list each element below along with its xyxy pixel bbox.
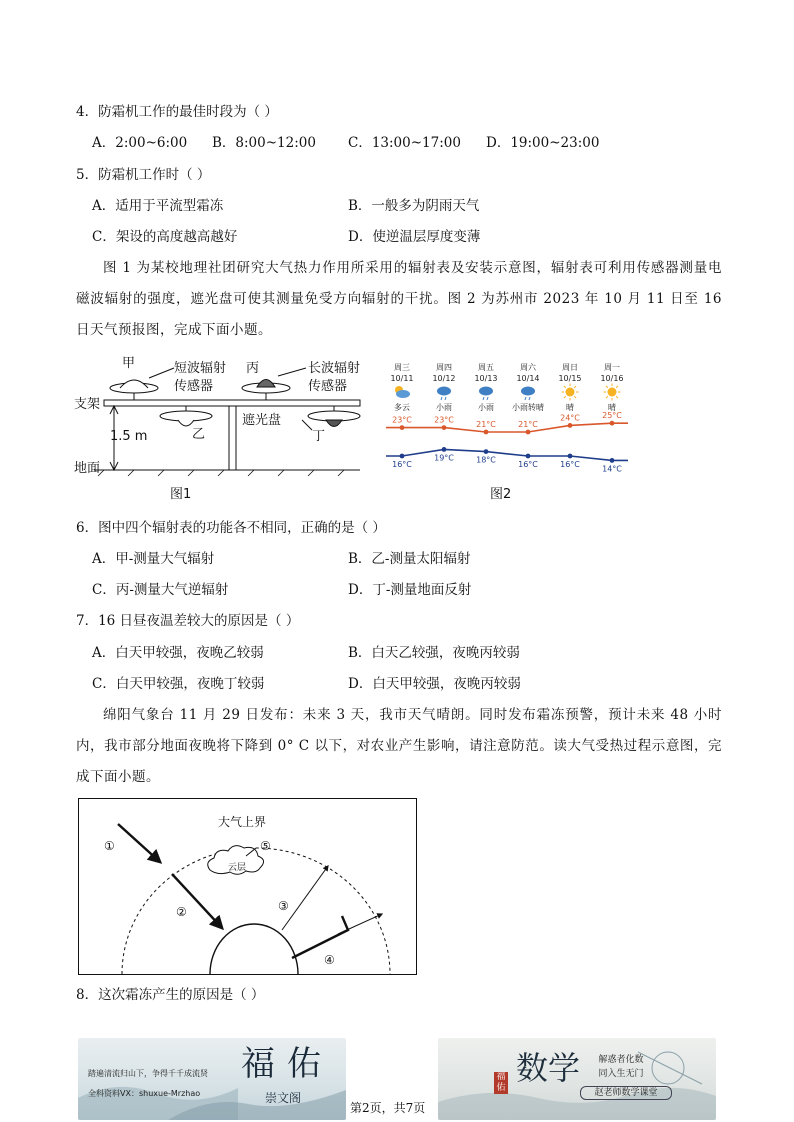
label-bing: 丙	[246, 361, 260, 376]
high-label: 21°C	[476, 420, 496, 429]
label-ground: 地面	[74, 461, 101, 476]
label-shortwave-1: 短波辐射	[174, 361, 227, 376]
day-weather: 晴	[566, 403, 574, 412]
q6-option-b: B．乙-测量太阳辐射	[348, 551, 471, 567]
passage-2: 绵阳气象台 11 月 29 日发布：未来 3 天，我市天气晴朗。同时发布霜冻预警，预计未来 48 小时内，我市部分地面夜晚将下降到 0° C 以下，对农业产生影响，请注意防范。读大气受热过程示意图，完成下面小题。	[76, 707, 722, 785]
day-week: 周四	[436, 363, 452, 372]
q4-option-c: C．13:00~17:00	[348, 135, 461, 151]
q5-option-d: D．使逆温层厚度变薄	[348, 229, 481, 245]
q5-option-a: A．适用于平流型霜冻	[92, 198, 224, 214]
right-banner-big: 数学	[515, 1049, 580, 1087]
low-point	[526, 454, 531, 459]
label-longwave-1: 长波辐射	[308, 361, 361, 376]
day-weather: 多云	[394, 403, 410, 412]
sensor-jia	[110, 380, 158, 400]
label-support: 支架	[74, 397, 101, 412]
low-temperature-line	[386, 449, 628, 463]
day-date: 10/11	[390, 374, 414, 383]
figure-3-atmosphere-heating-diagram	[78, 798, 418, 976]
day-date: 10/16	[600, 374, 624, 383]
day-date: 10/14	[516, 374, 540, 383]
q4-stem: 4．防霜机工作的最佳时段为（ ）	[76, 104, 278, 120]
low-label: 18°C	[476, 455, 496, 465]
day-week: 周一	[604, 363, 620, 372]
right-banner-line3: 赵老师数学课堂	[580, 1086, 672, 1100]
q5-option-b: B．一般多为阴雨天气	[348, 198, 480, 214]
day-week: 周五	[478, 363, 494, 372]
q6-option-a: A．甲-测量大气辐射	[92, 551, 215, 567]
rain-icon	[479, 387, 493, 401]
label-longwave-2: 传感器	[308, 379, 348, 394]
q7-option-b: B．白天乙较强，夜晚丙较弱	[348, 645, 520, 661]
high-label: 25°C	[602, 411, 622, 421]
left-banner-big2: 佑	[287, 1044, 321, 1084]
high-point	[568, 423, 573, 428]
marker-5: ⑤	[260, 839, 271, 853]
marker-3: ③	[278, 899, 289, 913]
marker-2: ②	[176, 905, 187, 919]
label-shortwave-2: 传感器	[174, 379, 214, 394]
figure-2-caption: 图2	[490, 487, 512, 502]
left-banner-line1: 踏遍清流归山下，争得千千成流贤	[88, 1069, 208, 1078]
marker-1: ①	[104, 839, 115, 853]
left-banner-big1: 福	[241, 1044, 275, 1084]
right-banner	[438, 1038, 716, 1120]
day-date: 10/12	[432, 374, 456, 383]
passage-1: 图 1 为某校地理社团研究大气热力作用所采用的辐射表及安装示意图，辐射表可利用传感器测量电磁波辐射的强度，遮光盘可使其测量免受方向辐射的干扰。图 2 为苏州市 2023 年 10 月 11 日至 16 日天气预报图，完成下面小题。	[76, 260, 722, 338]
forecast-day-6	[600, 363, 623, 412]
label-atmosphere-top: 大气上界	[218, 815, 267, 829]
sun-icon	[604, 384, 621, 401]
q5-option-c: C．架设的高度越高越好	[92, 229, 238, 245]
figure-1-caption: 图1	[170, 487, 192, 502]
high-temperature-line	[386, 423, 628, 432]
right-banner-line2: 同入生无门	[598, 1069, 644, 1079]
q7-option-a: A．白天甲较强，夜晚乙较弱	[92, 645, 264, 661]
partly-cloudy-icon	[395, 386, 410, 398]
low-point	[484, 449, 489, 454]
left-banner-sub: 崇文阁	[264, 1091, 301, 1105]
forecast-day-2	[432, 363, 455, 412]
low-label: 16°C	[392, 460, 412, 469]
forecast-day-1	[390, 363, 413, 412]
low-point	[442, 447, 447, 452]
q6-option-c: C．丙-测量大气逆辐射	[92, 582, 229, 598]
figure-2-weather-forecast	[380, 360, 640, 504]
day-week: 周三	[394, 363, 410, 372]
high-point	[442, 425, 447, 430]
label-jia: 甲	[122, 356, 136, 371]
rain-icon	[437, 387, 451, 401]
day-weather: 小雨转晴	[512, 403, 544, 412]
low-label: 16°C	[560, 460, 580, 469]
low-point	[568, 454, 573, 459]
q5-stem: 5．防霜机工作时（ ）	[76, 167, 211, 183]
label-shade: 遮光盘	[242, 413, 282, 428]
q4-option-b: B．8:00~12:00	[212, 135, 316, 151]
left-banner	[78, 1038, 346, 1120]
day-weather: 小雨	[478, 403, 494, 412]
q7-option-d: D．白天甲较强，夜晚丙较弱	[348, 676, 521, 692]
sensor-bing	[242, 380, 290, 401]
rain-icon	[521, 387, 535, 401]
q8-stem: 8．这次霜冻产生的原因是（ ）	[76, 987, 265, 1003]
day-week: 周日	[562, 363, 578, 372]
high-label: 21°C	[518, 420, 538, 429]
figure-1-radiometer-diagram	[74, 354, 374, 504]
high-label: 23°C	[392, 415, 412, 425]
right-banner-seal: 福佑	[494, 1072, 508, 1094]
left-banner-line2: 全科资料VX：shuxue-Mrzhao	[88, 1089, 201, 1098]
forecast-day-5	[558, 363, 581, 412]
high-point	[484, 430, 489, 435]
day-date: 10/15	[558, 374, 582, 383]
label-yi: 乙	[192, 427, 206, 442]
page-number: 第2页，共7页	[350, 1101, 426, 1115]
q4-option-d: D．19:00~23:00	[486, 135, 600, 151]
high-label: 23°C	[434, 415, 454, 425]
right-banner-line1: 解惑者化数	[598, 1055, 644, 1065]
day-week: 周六	[520, 363, 536, 372]
day-date: 10/13	[474, 374, 498, 383]
label-cloud: 云层	[228, 863, 247, 873]
q7-option-c: C．白天甲较强，夜晚丁较弱	[92, 676, 265, 692]
sun-icon	[562, 384, 579, 401]
q7-stem: 7．16 日昼夜温差较大的原因是（ ）	[76, 613, 300, 629]
low-point	[400, 454, 405, 459]
low-label: 16°C	[518, 460, 538, 469]
q4-option-a: A．2:00~6:00	[92, 135, 188, 151]
high-point	[400, 425, 405, 430]
q6-option-d: D．丁-测量地面反射	[348, 582, 472, 598]
day-weather: 晴	[608, 403, 616, 412]
label-height: 1.5 m	[110, 429, 148, 444]
high-point	[526, 430, 531, 435]
label-ding: 丁	[312, 429, 326, 444]
sensor-yi	[160, 406, 212, 426]
sensor-ding	[308, 406, 360, 427]
forecast-day-4	[512, 362, 544, 412]
high-label: 24°C	[560, 413, 580, 423]
low-label: 14°C	[602, 464, 622, 474]
high-point	[610, 421, 615, 426]
forecast-day-3	[474, 363, 497, 412]
low-label: 19°C	[434, 453, 454, 463]
day-weather: 小雨	[436, 403, 452, 412]
low-point	[610, 458, 615, 463]
q6-stem: 6．图中四个辐射表的功能各不相同，正确的是（ ）	[76, 520, 386, 536]
marker-4: ④	[324, 953, 335, 967]
